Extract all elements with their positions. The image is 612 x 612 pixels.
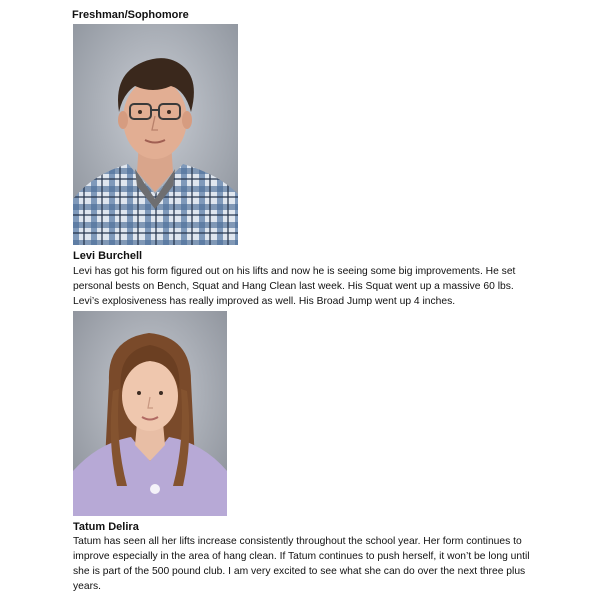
athlete-bio-tatum: Tatum has seen all her lifts increase consistently throughout the school year. Her form continues to improve especially in the area of hang clean. If Tatum continues to push herself, it won’t be long until she is part of the 500 pound club. I am very excited to see what she can do over the next three plus years. bbox=[73, 536, 530, 592]
athlete-photo-tatum bbox=[73, 311, 227, 516]
athlete-name-levi: Levi Burchell bbox=[73, 250, 143, 262]
athlete-photo-levi bbox=[73, 24, 238, 245]
section-title: Freshman/Sophomore bbox=[72, 9, 189, 21]
athlete-name-tatum: Tatum Delira bbox=[73, 521, 139, 533]
athlete-bio-levi: Levi has got his form figured out on his lifts and now he is seeing some big improvements. He set personal bests on Bench, Squat and Hang Clean last week. His Squat went up a massive 60 lbs. Levi’s explosiveness has really improved as well. His Broad Jump went up 4 inches. bbox=[73, 266, 516, 307]
